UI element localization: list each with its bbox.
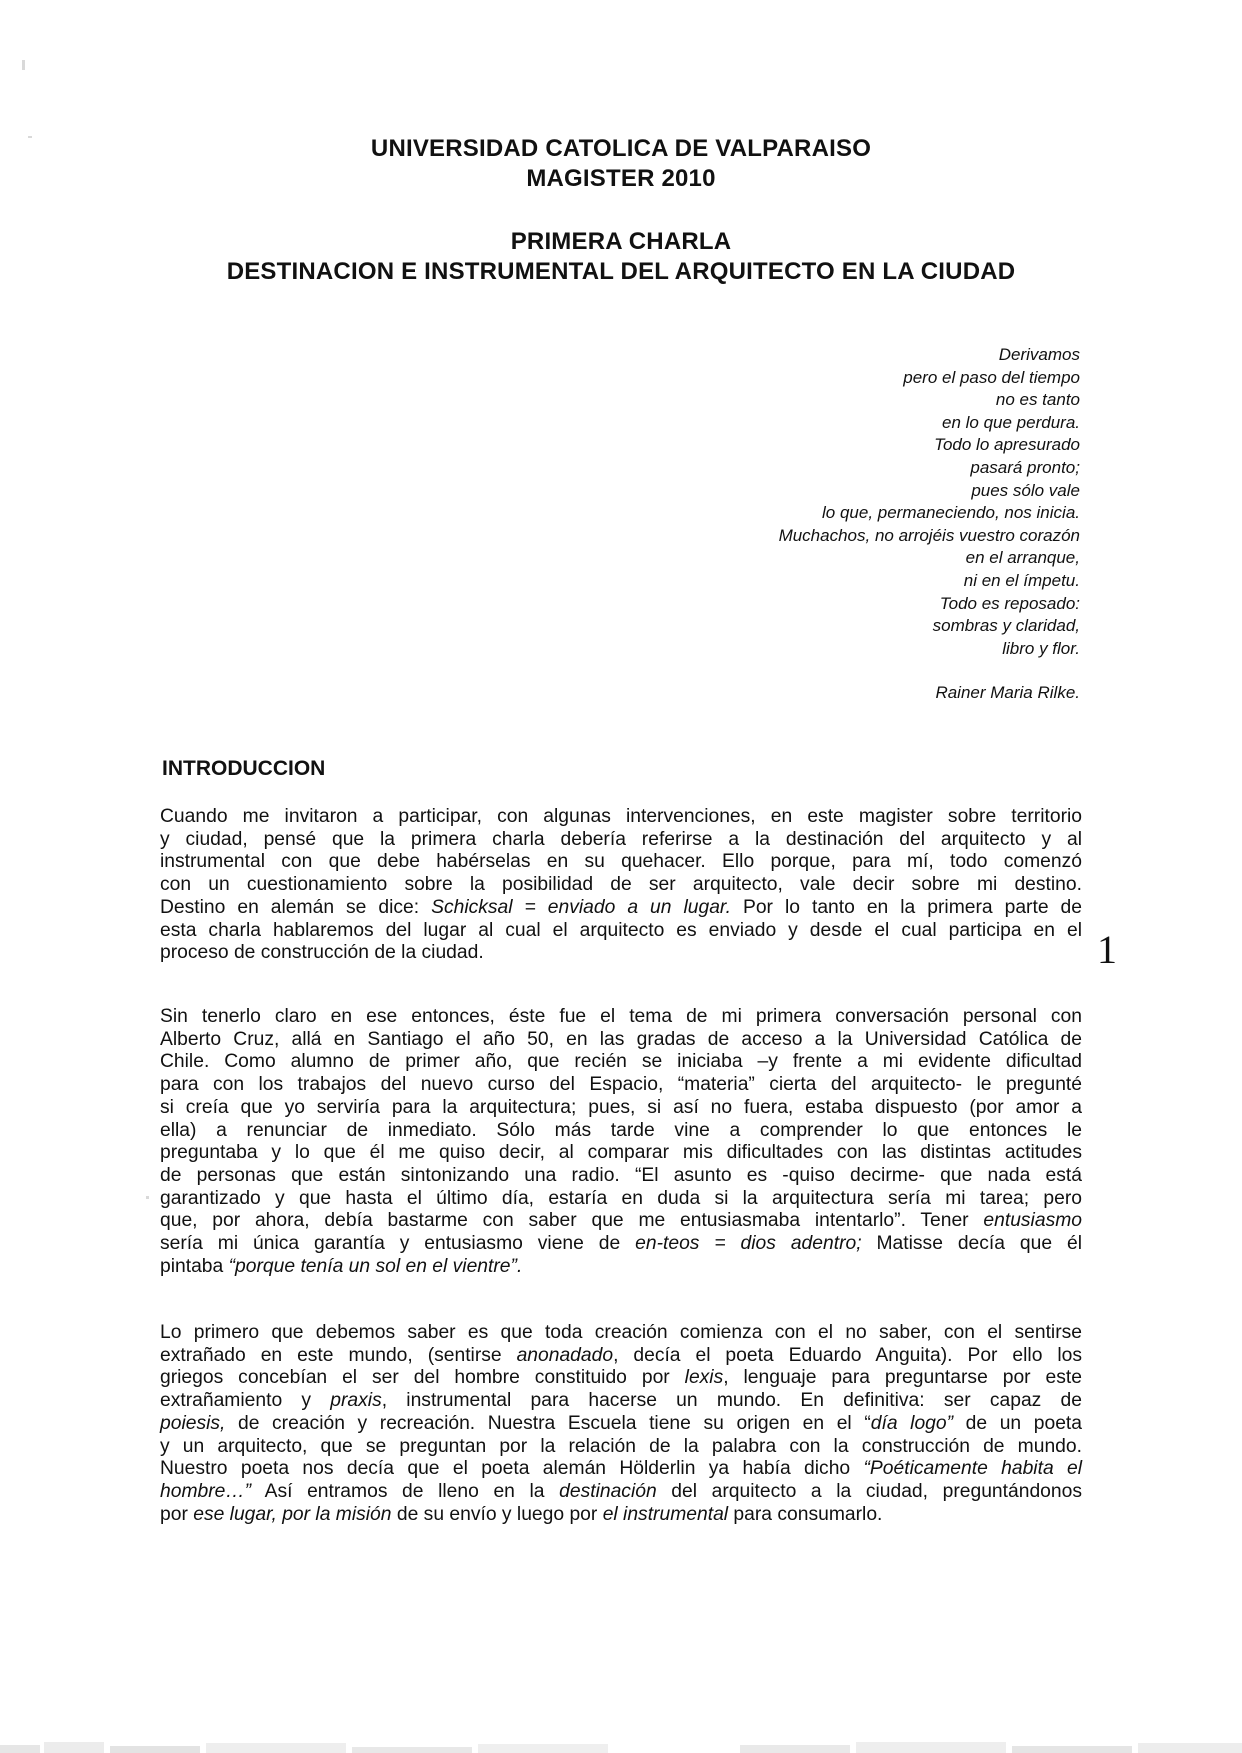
- poem-line: no es tanto: [995, 390, 1080, 410]
- poem-line: pues sólo vale: [971, 480, 1080, 500]
- text-run: Así entramos de lleno en la: [251, 1480, 560, 1502]
- text-run: sería mi única garantía y entusiasmo viene de: [160, 1233, 636, 1255]
- text-line: Cuando me invitaron a participar, con algunas intervenciones, en este magister sobre territorio: [160, 806, 1082, 827]
- text-line: [160, 1504, 1082, 1527]
- text-line: de personas que están sintonizando una radio. “El asunto es -quiso decirme- que nada está: [160, 1164, 1082, 1186]
- poem-line: en lo que perdura.: [942, 412, 1080, 432]
- text-line: [160, 1210, 1082, 1233]
- poem-line: libro y flor.: [1002, 638, 1080, 658]
- text-run: del arquitecto a la ciudad, preguntándonos: [656, 1480, 1082, 1502]
- text-run-italic: destinación: [559, 1480, 657, 1502]
- poem-line: Muchachos, no arrojéis vuestro corazón: [778, 525, 1080, 545]
- text-run: Por lo tanto en la primera parte de: [730, 896, 1082, 918]
- text-line: preguntaba y lo que él me quiso decir, al comparar mis dificultades con las distintas actitudes: [160, 1142, 1082, 1164]
- text-line: Lo primero que debemos saber es que toda creación comienza con el no saber, con el sentirse: [160, 1322, 1082, 1343]
- text-run-italic: entusiasmo: [983, 1210, 1082, 1232]
- text-run: , decía el poeta Eduardo Anguita). Por ello los: [613, 1344, 1082, 1366]
- text-line: si creía que yo serviría para la arquitectura; pues, si así no fuera, estaba dispuesto (por amor a: [160, 1096, 1082, 1118]
- text-run-italic: en-teos = dios adentro;: [635, 1233, 862, 1255]
- talk-heading: [0, 227, 1242, 287]
- text-run: , lenguaje para preguntarse por este: [723, 1367, 1082, 1389]
- text-run: , instrumental para hacerse un mundo. En definitiva: ser capaz de: [381, 1390, 1082, 1412]
- text-run: Matisse decía que él: [861, 1233, 1083, 1255]
- text-run: por: [160, 1503, 194, 1525]
- text-line: esta charla hablaremos del lugar al cual el arquitecto es enviado y desde el cual participa en el: [160, 919, 1082, 941]
- text-run-italic: ese lugar, por la misión: [193, 1503, 392, 1525]
- text-run-italic: día logo”: [870, 1412, 954, 1434]
- scan-edge-noise: [0, 1737, 1242, 1753]
- scan-speck: [22, 60, 25, 70]
- text-line: y ciudad, pensé que la primera charla debería referirse a la destinación del arquitecto y al: [160, 828, 1082, 850]
- paragraph-2: [160, 1006, 1082, 1278]
- talk-title: PRIMERA CHARLA: [510, 228, 732, 255]
- poem-line: en el arranque,: [965, 548, 1080, 568]
- text-run-italic: “porque tenía un sol en el vientre”.: [228, 1255, 523, 1277]
- text-line: [160, 1367, 1082, 1390]
- program-name: MAGISTER 2010: [526, 165, 716, 192]
- text-line: [160, 1256, 1082, 1279]
- text-line: Chile. Como alumno de primer año, que recién se iniciaba –y frente a mi evidente dificultad: [160, 1051, 1082, 1073]
- paragraph-1: [160, 806, 1082, 965]
- text-run: pintaba: [160, 1255, 229, 1277]
- text-run-italic: hombre…”: [160, 1480, 252, 1502]
- text-line: [160, 1458, 1082, 1481]
- text-run: extrañamiento y: [160, 1390, 331, 1412]
- text-run: de creación y recreación. Nuestra Escuela tiene su origen en el “: [225, 1412, 871, 1434]
- text-run: Nuestro poeta nos decía que el poeta alemán Hölderlin ya había dicho: [160, 1458, 864, 1480]
- university-name: UNIVERSIDAD CATOLICA DE VALPARAISO: [370, 135, 872, 162]
- text-line: instrumental con que debe habérselas en su quehacer. Ello porque, para mí, todo comenzó: [160, 851, 1082, 873]
- text-line: [160, 1390, 1082, 1413]
- text-line: para con los trabajos del nuevo curso del Espacio, “materia” cierta del arquitecto- le pregunté: [160, 1074, 1082, 1096]
- text-run: Destino en alemán se dice:: [160, 896, 432, 918]
- poem-author: Rainer Maria Rilke.: [935, 683, 1080, 703]
- section-title: INTRODUCCION: [162, 757, 326, 780]
- scan-speck: [146, 1196, 149, 1199]
- text-line: [160, 1345, 1082, 1368]
- text-run: de su envío y luego por: [391, 1503, 603, 1525]
- text-line: proceso de construcción de la ciudad.: [160, 942, 484, 964]
- page-number: 1: [1097, 927, 1117, 972]
- text-line: con un cuestionamiento sobre la posibilidad de ser arquitecto, vale decir sobre mi destino.: [160, 874, 1082, 896]
- poem-line: pero el paso del tiempo: [903, 367, 1080, 387]
- text-run-italic: “Poéticamente habita el: [863, 1458, 1083, 1480]
- poem-line: sombras y claridad,: [932, 616, 1080, 636]
- text-run-italic: Schicksal = enviado a un lugar.: [431, 896, 731, 918]
- text-line: [160, 1413, 1082, 1436]
- text-run-italic: anonadado: [516, 1344, 614, 1366]
- poem-line: Todo es reposado:: [939, 593, 1080, 613]
- poem-line: Derivamos: [998, 345, 1080, 364]
- text-run-italic: praxis: [330, 1390, 382, 1412]
- text-line: [160, 897, 1082, 920]
- text-run: griegos concebían el ser del hombre constituido por: [160, 1367, 685, 1389]
- poem-line: ni en el ímpetu.: [963, 570, 1080, 590]
- epigraph-poem: [480, 344, 1080, 705]
- text-line: Sin tenerlo claro en ese entonces, éste fue el tema de mi primera conversación personal con: [160, 1006, 1082, 1027]
- poem-line: pasará pronto;: [970, 457, 1080, 477]
- text-run-italic: poiesis,: [160, 1412, 226, 1434]
- text-line: [160, 1233, 1082, 1256]
- talk-subtitle: DESTINACION E INSTRUMENTAL DEL ARQUITECTO EN LA CIUDAD: [226, 258, 1016, 285]
- document-header: [0, 134, 1242, 194]
- text-line: Alberto Cruz, allá en Santiago el año 50, en las gradas de acceso a la Universidad Católica de: [160, 1028, 1082, 1050]
- text-run: de un poeta: [953, 1412, 1083, 1434]
- poem-line: lo que, permaneciendo, nos inicia.: [822, 503, 1080, 523]
- text-run-italic: el instrumental: [602, 1503, 729, 1525]
- text-line: ella) a renunciar de inmediato. Sólo más tarde vine a comprender lo que entonces le: [160, 1119, 1082, 1141]
- poem-line: Todo lo apresurado: [934, 435, 1080, 455]
- text-run: que, por ahora, debía bastarme con saber que me entusiasmaba intentarlo”. Tener: [160, 1210, 984, 1232]
- text-line: [160, 1481, 1082, 1504]
- paragraph-3: [160, 1322, 1082, 1526]
- text-line: y un arquitecto, que se preguntan por la relación de la palabra con la construcción de mundo.: [160, 1435, 1082, 1457]
- text-run-italic: lexis: [684, 1367, 724, 1389]
- text-line: garantizado y que hasta el último día, estaría en duda si la arquitectura sería mi tarea; pero: [160, 1187, 1082, 1209]
- text-run: extrañado en este mundo, (sentirse: [160, 1344, 517, 1366]
- text-run: para consumarlo.: [728, 1503, 883, 1525]
